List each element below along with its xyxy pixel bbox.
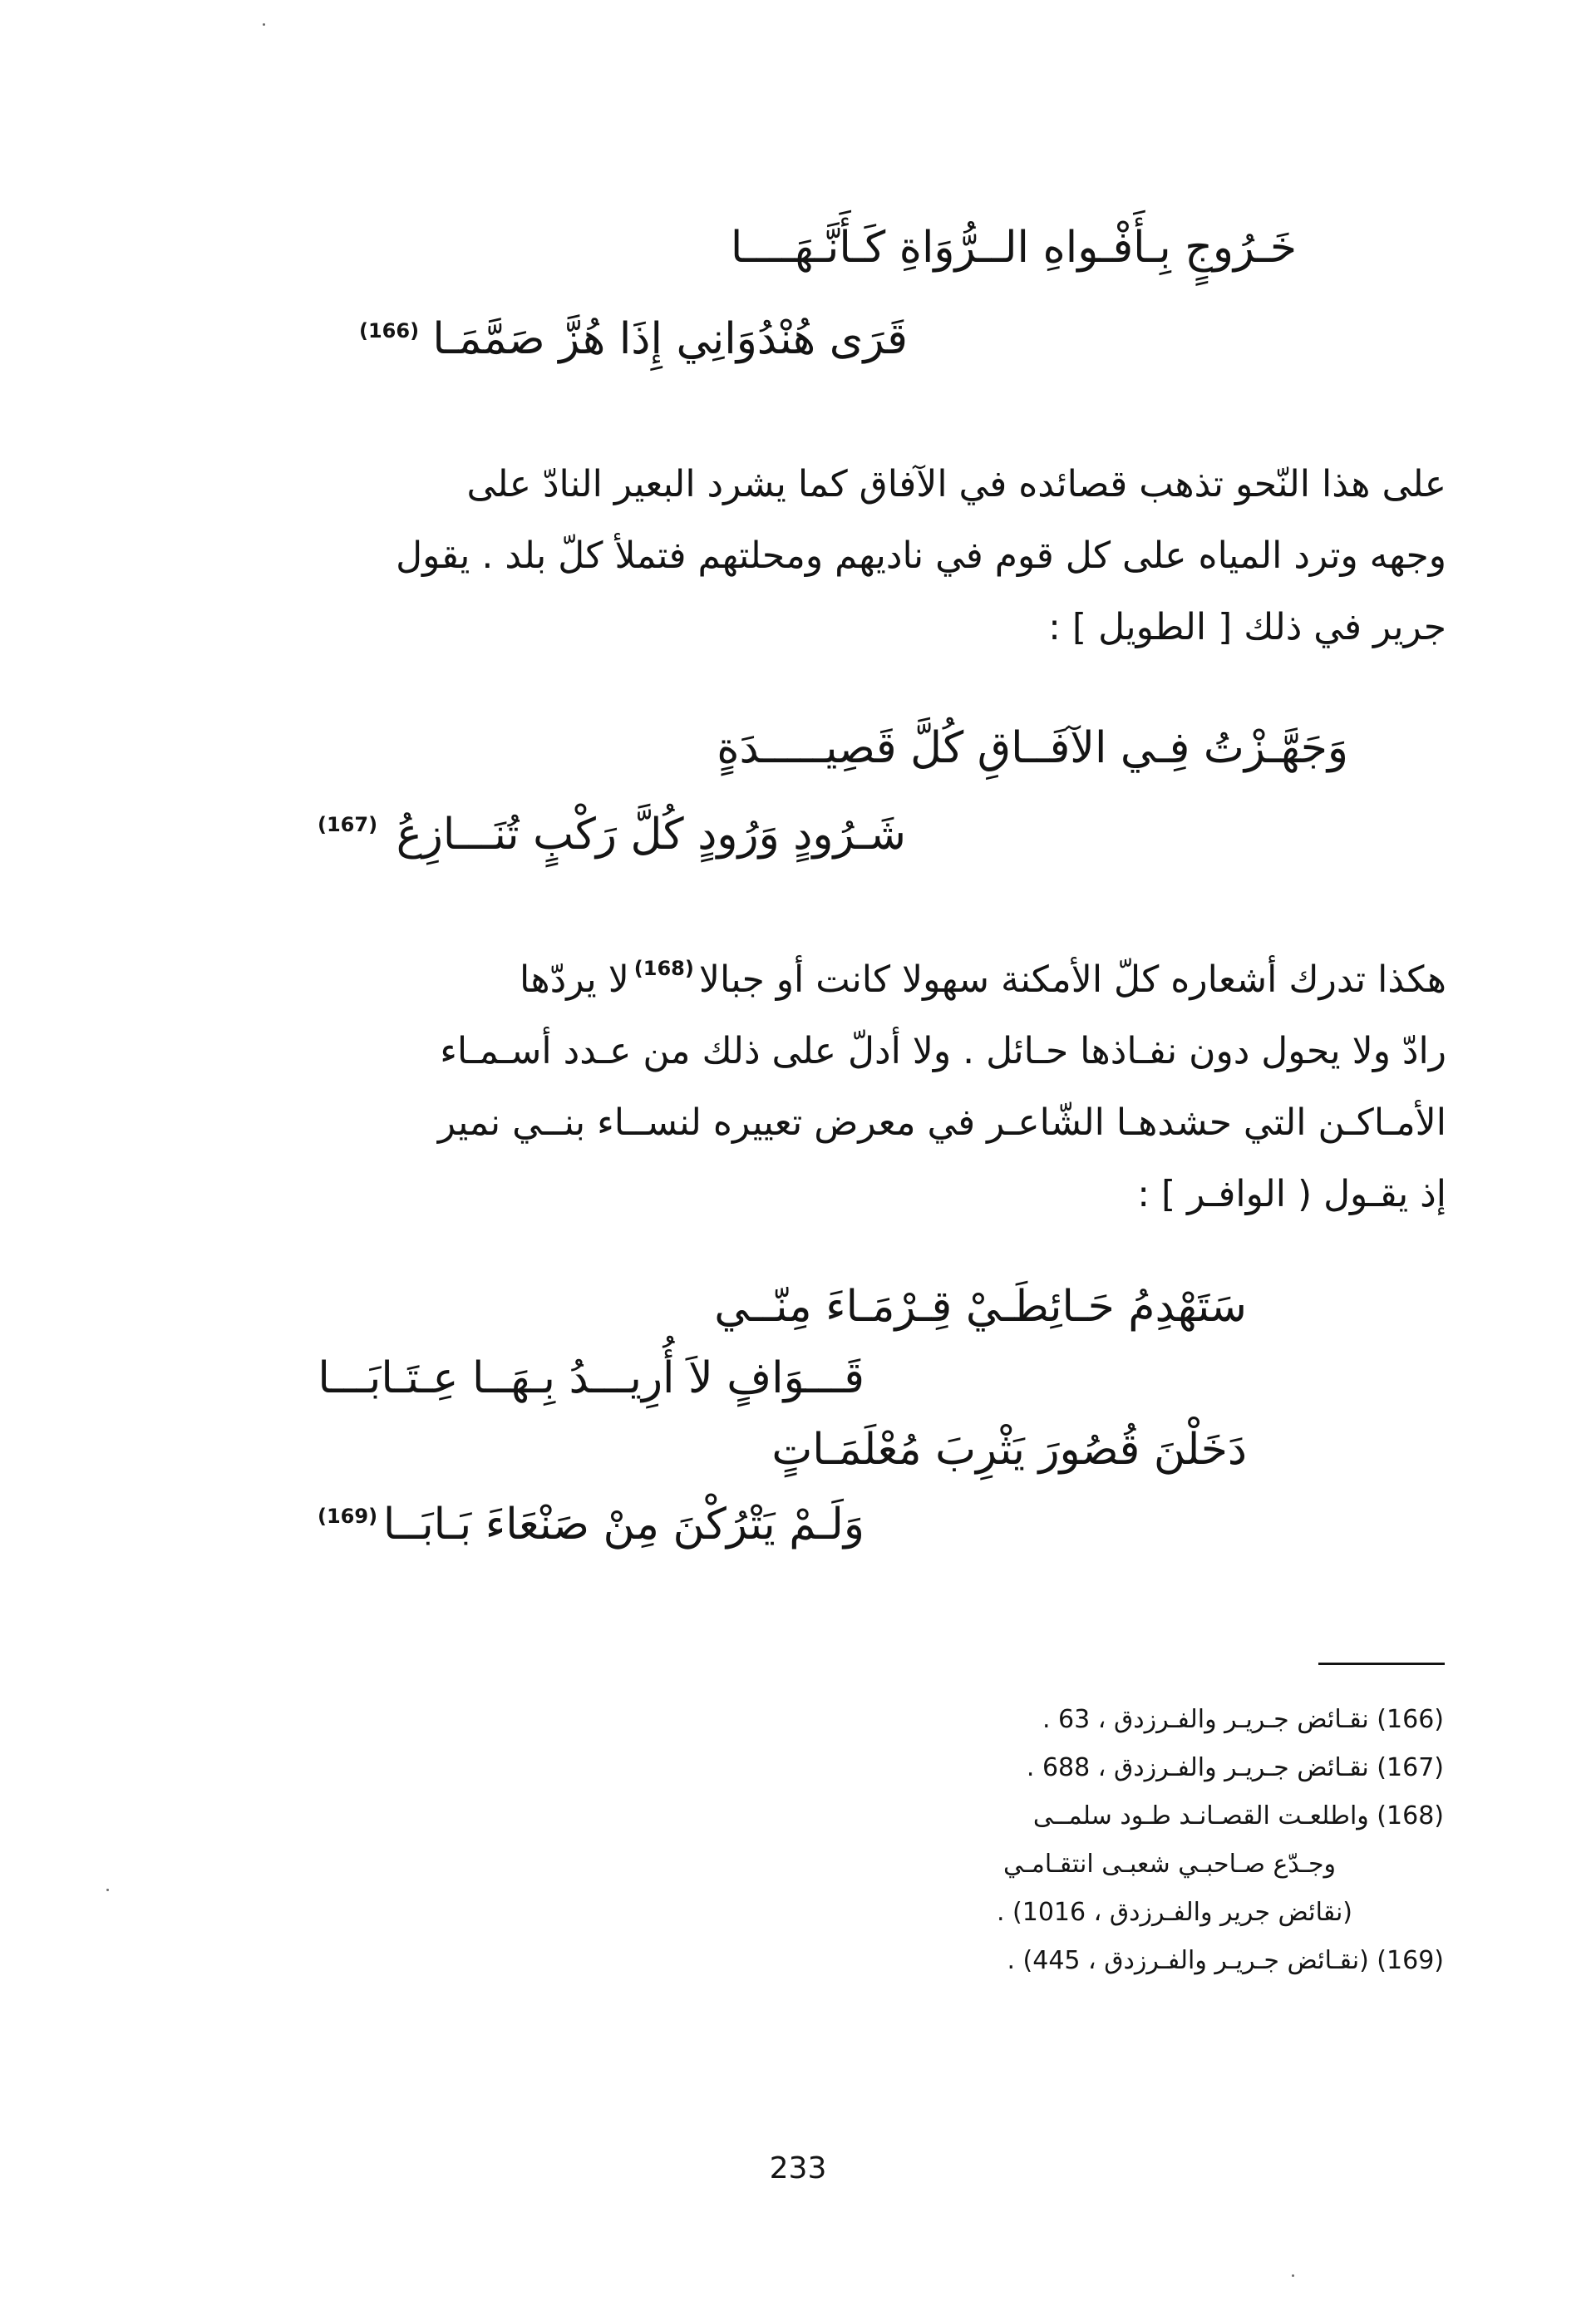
paragraph-1-line-3: جرير في ذلك [ الطويل ] :: [1048, 606, 1446, 648]
poem2-line1: وَجَهَّـزْتُ فِـي الآفَــاقِ كُلَّ قَصِيـــــدَةٍ: [717, 723, 1348, 773]
scan-speck: [106, 1889, 109, 1891]
poem3-line2: قَـــوَافٍ لاَ أُرِيـــدُ بِـهَــا عِـتَـابَـــا: [318, 1353, 864, 1403]
poem1-line1: خَـرُوجٍ بِـأَفْـواهِ الــرُّوَاةِ كَـأَنَّـهَــــا: [730, 223, 1297, 273]
footnotes: [446, 1696, 1444, 1985]
scan-speck: [1292, 2274, 1294, 2277]
poem3-line1: سَتَهْدِمُ حَـائِطَـيْ قِـرْمَـاءَ مِنّــي: [714, 1282, 1247, 1332]
page-number: 233: [769, 2151, 827, 2185]
poem1-footnote-ref: (166): [359, 319, 420, 342]
paragraph-2-footnote-ref: (168): [633, 957, 694, 980]
poem1-line2: قَرَى هُنْدُوَانِي إِذَا هُزَّ صَمَّمَـا: [432, 314, 908, 364]
footnote-168-verse-1: (168) واطلعـت القصـانـد طـود سلمــى: [1032, 1801, 1444, 1830]
paragraph-2-line-1-start: هكذا تدرك أشعاره كلّ الأمكنة سهولا كانت أو جبالا: [698, 958, 1446, 1001]
footnote-168-verse-2: وجـدّع صـاحبـي شعبـى انتقـامـي: [1002, 1850, 1336, 1879]
paragraph-2-line-4: إذ يقـول ( الوافـر ] :: [1137, 1173, 1446, 1215]
footnote-169: (169) (نقـائض جـريـر والفـرزدق ، 445) .: [1007, 1946, 1444, 1975]
paragraph-1: [150, 449, 1446, 663]
paragraph-2: [150, 944, 1446, 1230]
paragraph-2-line-1: [150, 944, 1446, 1016]
poem3-footnote-ref: (169): [318, 1505, 378, 1528]
paragraph-2-line-1-end: لا يردّها: [519, 958, 629, 1001]
paragraph-2-line-2: رادّ ولا يحول دون نفـاذها حـائل . ولا أدلّ على ذلك من عـدد أسـمـاء: [440, 1030, 1446, 1072]
footnote-168-source: (نقائض جرير والفـرزدق ، 1016) .: [996, 1898, 1352, 1927]
poem2-footnote-ref: (167): [318, 813, 378, 836]
poem3-line3: دَخَلْنَ قُصُورَ يَثْرِبَ مُعْلَمَـاتٍ: [771, 1425, 1247, 1475]
footnote-separator: [1318, 1663, 1445, 1665]
poem2-line2: شَـرُودٍ وَرُودٍ كُلَّ رَكْبٍ تُنَـــازِعُ: [396, 810, 906, 860]
paragraph-1-line-2: وجهه وترد المياه على كل قوم في ناديهم ومحلتهم فتملأ كلّ بلد . يقول: [396, 535, 1446, 577]
footnote-166: (166) نقـائض جـريـر والفـرزدق ، 63 .: [1042, 1705, 1444, 1734]
footnote-167: (167) نقـائض جـريـر والفـرزدق ، 688 .: [1026, 1753, 1444, 1782]
paragraph-1-line-1: على هذا النّحو تذهب قصائده في الآفاق كما يشرد البعير النادّ على: [466, 463, 1446, 505]
paragraph-2-line-3: الأمـاكـن التي حشدهـا الشّاعـر في معرض تعييره لنســاء بنــي نمير: [437, 1101, 1446, 1144]
poem3-line4: وَلَـمْ يَتْرُكْنَ مِنْ صَنْعَاءَ بَـابَــا: [382, 1500, 864, 1550]
scan-speck: [263, 23, 265, 26]
